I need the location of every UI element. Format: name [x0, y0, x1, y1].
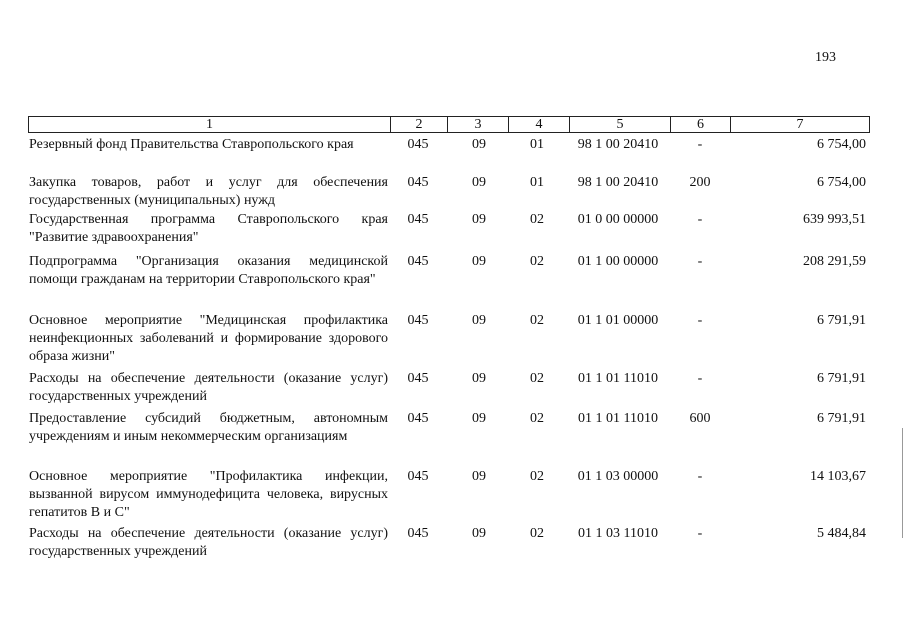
- header-col-5: 5: [569, 116, 670, 133]
- row-c6: 600: [689, 411, 711, 426]
- row-c3: 09: [472, 411, 486, 426]
- row-c4: 02: [530, 371, 544, 386]
- row-c2: 045: [407, 175, 429, 190]
- row-c7: 639 993,51: [803, 212, 866, 227]
- row-c4: 02: [530, 526, 544, 541]
- row-c5: 01 1 03 00000: [577, 469, 659, 484]
- row-c4: 01: [530, 137, 544, 152]
- row-c3: 09: [472, 469, 486, 484]
- header-col-3: 3: [447, 116, 508, 133]
- scan-edge-mark: [902, 428, 903, 538]
- row-c7: 6 791,91: [817, 313, 866, 328]
- row-c3: 09: [472, 371, 486, 386]
- row-c5: 01 1 01 11010: [578, 371, 658, 386]
- row-c3: 09: [472, 137, 486, 152]
- row-c2: 045: [407, 469, 429, 484]
- row-c5: 98 1 00 20410: [577, 137, 659, 152]
- row-c6: -: [697, 371, 703, 386]
- row-c6: -: [697, 526, 703, 541]
- header-col-4: 4: [508, 116, 569, 133]
- header-col-1: 1: [28, 116, 390, 133]
- row-c5: 01 1 03 11010: [578, 526, 658, 541]
- row-c4: 02: [530, 411, 544, 426]
- row-c3: 09: [472, 212, 486, 227]
- row-c3: 09: [472, 526, 486, 541]
- row-c2: 045: [407, 212, 429, 227]
- row-c5: 01 0 00 00000: [577, 212, 659, 227]
- row-c4: 02: [530, 313, 544, 328]
- header-col-7: 7: [730, 116, 870, 133]
- row-c6: -: [697, 313, 703, 328]
- row-name: Основное мероприятие "Профилактика инфекции, вызванной вирусом иммунодефицита человека, вирусных гепатитов В и С": [29, 469, 388, 520]
- row-name: Государственная программа Ставропольского края "Развитие здравоохранения": [29, 212, 388, 245]
- row-c5: 01 1 00 00000: [577, 254, 659, 269]
- row-c2: 045: [407, 526, 429, 541]
- row-c3: 09: [472, 254, 486, 269]
- row-c3: 09: [472, 175, 486, 190]
- row-name: Подпрограмма "Организация оказания медицинской помощи гражданам на территории Ставропольского края": [29, 254, 388, 287]
- row-c7: 6 791,91: [817, 411, 866, 426]
- row-c2: 045: [407, 371, 429, 386]
- row-name: Резервный фонд Правительства Ставропольского края: [29, 137, 354, 152]
- row-name: Расходы на обеспечение деятельности (оказание услуг) государственных учреждений: [29, 526, 388, 559]
- row-c2: 045: [407, 313, 429, 328]
- row-c7: 6 754,00: [817, 175, 866, 190]
- row-c6: -: [697, 469, 703, 484]
- row-c4: 02: [530, 212, 544, 227]
- row-c5: 01 1 01 00000: [577, 313, 659, 328]
- row-c6: -: [697, 254, 703, 269]
- row-c7: 208 291,59: [803, 254, 866, 269]
- row-c5: 98 1 00 20410: [577, 175, 659, 190]
- row-c7: 6 791,91: [817, 371, 866, 386]
- row-name: Основное мероприятие "Медицинская профилактика неинфекционных заболеваний и формирование здорового образа жизни": [29, 313, 388, 364]
- row-c5: 01 1 01 11010: [578, 411, 658, 426]
- row-c4: 01: [530, 175, 544, 190]
- row-c6: -: [697, 212, 703, 227]
- row-c3: 09: [472, 313, 486, 328]
- row-name: Закупка товаров, работ и услуг для обеспечения государственных (муниципальных) нужд: [29, 175, 388, 208]
- row-name: Расходы на обеспечение деятельности (оказание услуг) государственных учреждений: [29, 371, 388, 404]
- row-c2: 045: [407, 137, 429, 152]
- header-col-6: 6: [670, 116, 730, 133]
- row-c6: 200: [689, 175, 711, 190]
- row-c6: -: [697, 137, 703, 152]
- row-c2: 045: [407, 254, 429, 269]
- row-c4: 02: [530, 469, 544, 484]
- row-c7: 5 484,84: [817, 526, 866, 541]
- header-col-2: 2: [390, 116, 447, 133]
- row-c4: 02: [530, 254, 544, 269]
- row-c2: 045: [407, 411, 429, 426]
- row-name: Предоставление субсидий бюджетным, автономным учреждениям и иным некоммерческим организациям: [29, 411, 388, 444]
- row-c7: 14 103,67: [810, 469, 866, 484]
- row-c7: 6 754,00: [817, 137, 866, 152]
- page-number: 193: [815, 50, 836, 65]
